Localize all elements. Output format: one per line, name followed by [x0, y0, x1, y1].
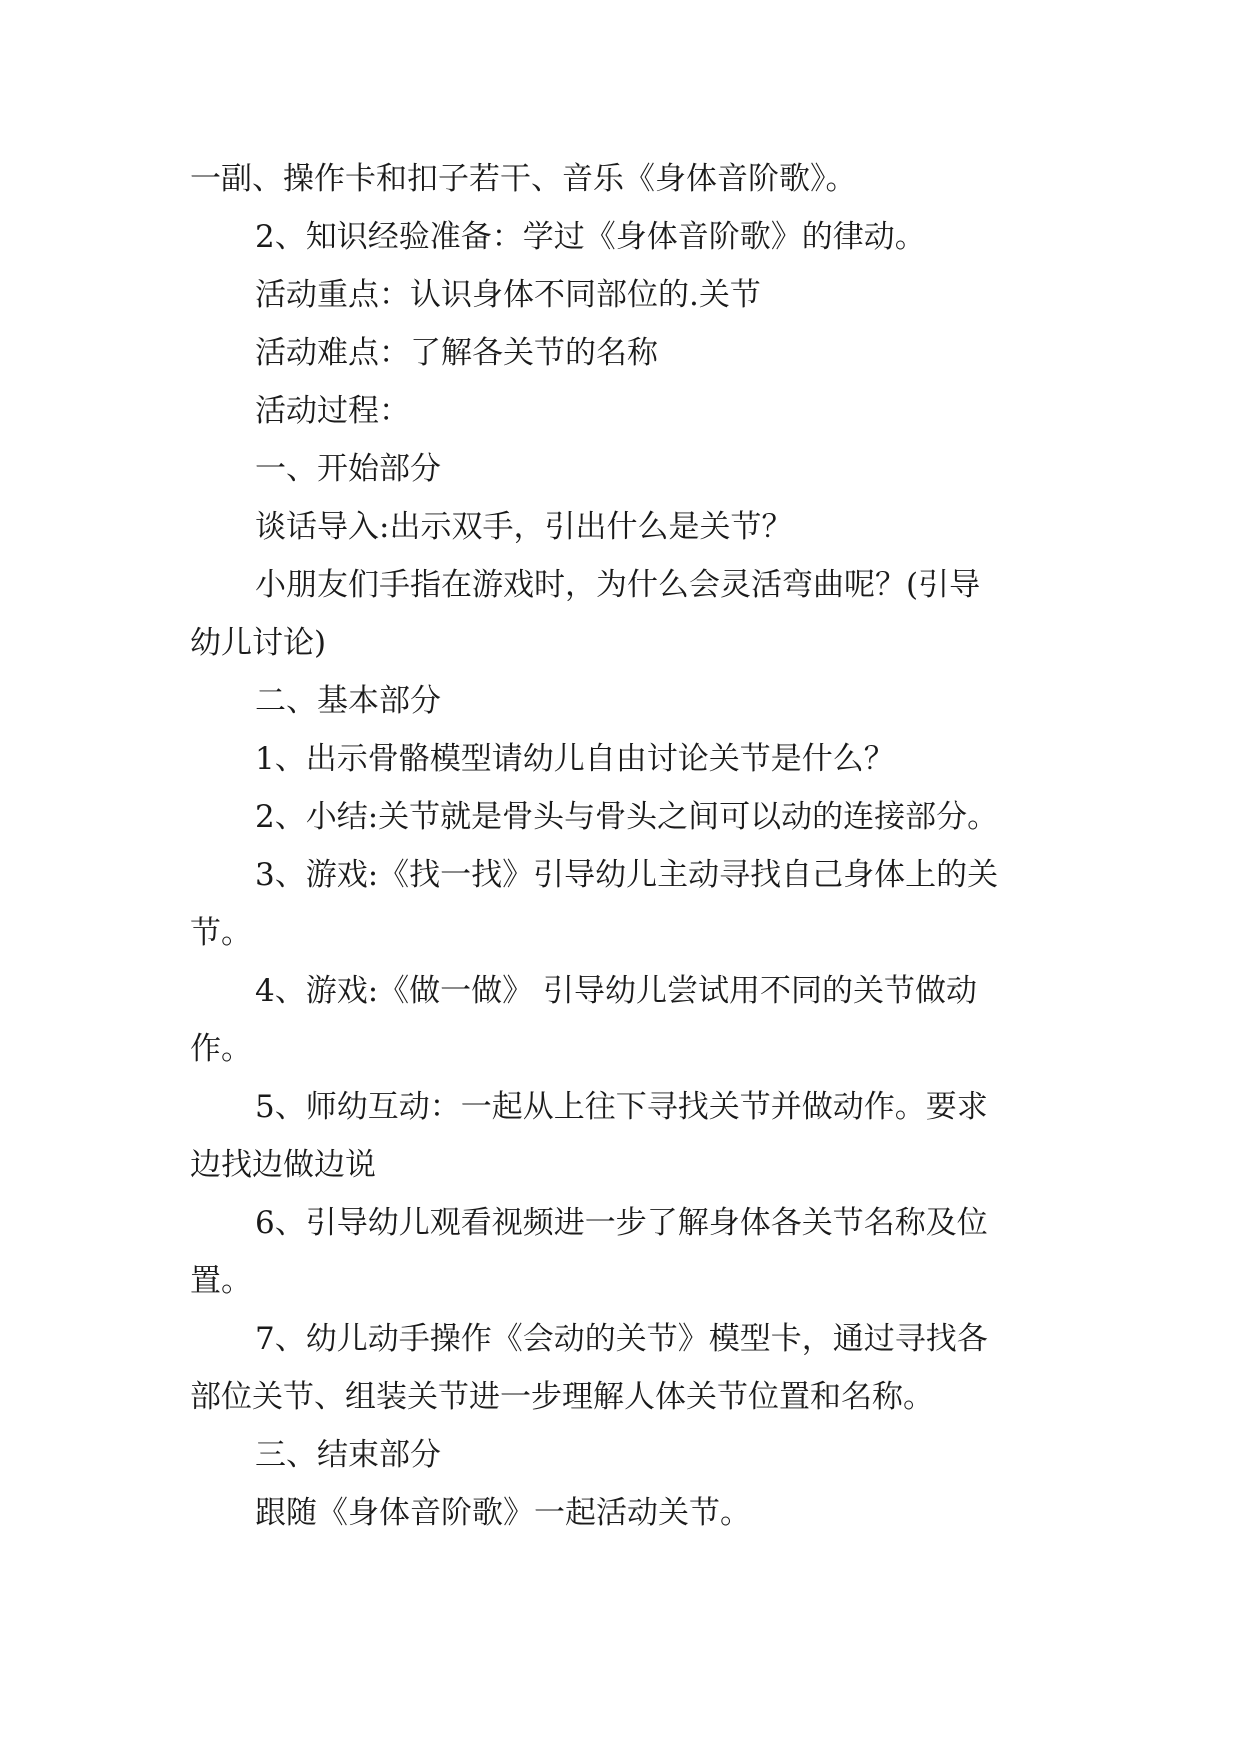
text-line: 谈话导入:出示双手，引出什么是关节？ [255, 509, 793, 545]
section-heading: 三、结束部分 [255, 1437, 441, 1473]
section-heading: 一、开始部分 [255, 451, 441, 487]
text-line: 置。 [190, 1263, 252, 1299]
text-line: 1、出示骨骼模型请幼儿自由讨论关节是什么？ [255, 741, 895, 777]
text-line: 活动难点：了解各关节的名称 [255, 335, 658, 371]
text-line: 部位关节、组装关节进一步理解人体关节位置和名称。 [190, 1379, 934, 1415]
text-line: 6、引导幼儿观看视频进一步了解身体各关节名称及位 [255, 1205, 988, 1241]
text-line: 节。 [190, 915, 252, 951]
text-line: 2、小结:关节就是骨头与骨头之间可以动的连接部分。 [255, 799, 999, 835]
text-line: 作。 [190, 1031, 252, 1067]
section-heading: 活动过程： [255, 393, 410, 429]
text-line: 7、幼儿动手操作《会动的关节》模型卡，通过寻找各 [255, 1321, 988, 1357]
text-line: 小朋友们手指在游戏时，为什么会灵活弯曲呢？(引导 [255, 567, 981, 603]
text-line: 跟随《身体音阶歌》一起活动关节。 [255, 1495, 751, 1531]
text-line: 4、游戏:《做一做》 引导幼儿尝试用不同的关节做动 [255, 973, 978, 1009]
document-body [190, 150, 1050, 1542]
text-line: 一副、操作卡和扣子若干、音乐《身体音阶歌》。 [190, 161, 857, 197]
text-line: 5、师幼互动：一起从上往下寻找关节并做动作。要求 [255, 1089, 988, 1125]
text-line: 边找边做边说 [190, 1147, 376, 1183]
section-heading: 二、基本部分 [255, 683, 441, 719]
text-line: 2、知识经验准备：学过《身体音阶歌》的律动。 [255, 219, 926, 255]
text-line: 活动重点：认识身体不同部位的.关节 [255, 277, 761, 313]
text-line: 幼儿讨论) [190, 625, 327, 661]
text-line: 3、游戏:《找一找》引导幼儿主动寻找自己身体上的关 [255, 857, 999, 893]
